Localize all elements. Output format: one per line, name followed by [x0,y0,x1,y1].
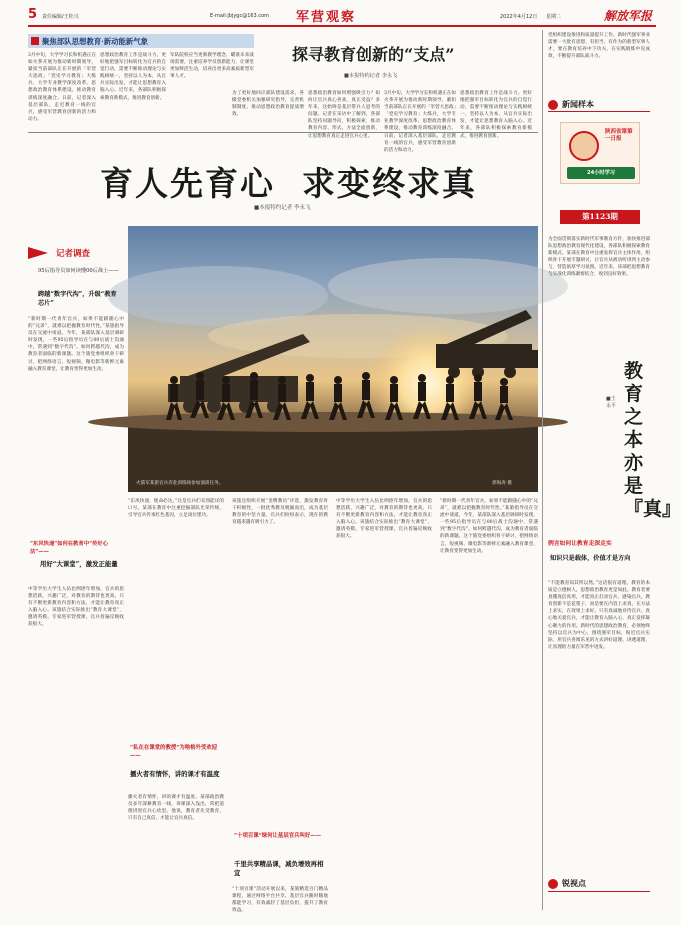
issue-number-bar [560,210,640,224]
top-article-byline: ■本报特约记者 李永飞 [344,73,398,79]
intro-text-left: 3月中旬，大学学习长和机遇正在如火荼开展为推动新时期领导，紧扣当前部队正在开展的「军营大思政」「党史学习教育」大练兵，大学专业教学深度改革、思想政治教育体系建设，推动教育训练深度融合。日前，记者深入基层部队，走近教育一线的官兵，感受军营教育创新的活力和动力。 [28,53,96,122]
reporter-lead: 95后指导员如何读懂00后战士—— [38,268,119,274]
study-badge-label: 24小时学习 [587,170,615,176]
top-article-col3: 3月中旬，大学学习长和机遇正在如火荼开展为推动新时期领导，紧扣当前部队正在开展的「军营大思政」「党史学习教育」大练兵，大学专业教学深度改革、思想政治教育体系建设，推动教育训练深度融合。日前，记者深入基层部队，走近教育一线的官兵，感受军营教育创新的活力和动力。 [384,91,456,153]
banner-section [28,34,254,48]
editorial-body: “不能教育知其所以然。”这话很有道理。教育的本质是立德树人，思想政治教育更是如此。教育者要真懂真信真用，才能真正打动官兵、感染官兵。教育创新不是花架子，而是要在内容上求真，在方法上求实，在效果上求好。只有真诚地对待官兵、真心地关爱官兵，才能让教育入脑入心，真正发挥凝心聚力的作用。新时代的思想政治教育，必须始终坚持以官兵为中心，围绕强军目标，贴近官兵实际，用官兵喜闻乐见的方式讲好道理、讲透道理，让真理的力量在军营中迸发。 [548,581,650,650]
page-header [28,6,656,26]
reporter-section-icon [28,247,48,259]
main-body-col-1: “东风快递，使命必达。”这是官兵们耳熟能详的口号。某部在教育中注重挖掘部队光荣传统，引导官兵传承红色基因，立足岗位建功。 [128,499,224,519]
editorial-subtitle: 知识只是载体，价值才是方向 [550,555,631,562]
reporter-section-label: 记者调查 [56,249,91,259]
top-article-col4: 思想政治教育工作是战斗力。更好地把强军目标转化为官兵的自觉行动，需要不断推动理论与实践相统一，坚持以人为本，从官兵实际出发，才能让思想教育入脑入心。近年来，各部队积极探索教育新模式，推进教育创新。 [460,91,532,139]
main-subtitle-5: 播火者有情怀，讲的课才有温度 [130,770,220,778]
editorial-lead: 例言如何让教育走深走实 [548,541,612,547]
main-body-col-1b: 播火者有情怀，讲的课才有温度。某部政治教员多年深耕教育一线，讲课深入浅出，常把道理讲进官兵心坎里。他说，教育者先受教育，只有自己真信，才能让官兵真信。 [128,795,224,822]
banner-marker [31,37,39,45]
bottom-section-icon [548,879,558,889]
section-title: 军营观察 [296,10,357,25]
reporter-body-2: 中等学历大学生入伍比例逐年增加，官兵的思想活跃，兴趣广泛，对教育的期待也更高。只有不断更新教育内容和方法，才能让教育真正入脑入心。该旅结合实际推出“教育大课堂”，邀请英模、专家进军营授课，官兵普遍反映收获很大。 [28,587,124,628]
reporter-section-header [28,246,124,260]
section-divider [28,132,538,133]
editorial-big-title: 教育之本亦是『真』 [624,360,681,520]
photo-credit: 郭海涛 摄 [492,481,512,486]
photo-scene [128,226,538,492]
main-body-col-3: 中等学历大学生入伍比例逐年增加，官兵的思想活跃，兴趣广泛，对教育的期待也更高。只有不断更新教育内容和方法，才能让教育真正入脑入心。该旅结合实际推出“教育大课堂”，邀请英模、专家进军营授课，官兵普遍反映收获很大。 [336,499,432,540]
editorial-author: ■王永平 [606,396,617,409]
email: E-mail:jbjygc@163.com [210,13,270,19]
editor-credit: 责任编辑/王牡兴 [42,14,79,20]
news-sample-header [548,98,650,112]
photo-caption: 火箭军某旅官兵奔赴训练场参加演训任务。 [136,481,224,486]
news-sample-icon [548,100,558,110]
news-sample-label: 新闻样本 [562,99,594,109]
bottom-section-header [548,876,650,892]
reporter-subtitle-3: 用好“大课堂”，激发正能量 [40,560,118,568]
main-subtitle-4: “私在在课堂的教授”为啥格外受欢迎—— [130,745,218,759]
top-article-col1: 为了更好地回应部队建设需求，各级党委机关加强研究指导，完善机制制度，推动思想政治教育提质增效。 [232,91,304,118]
training-photo [128,226,538,492]
news-sample-box-text: 陕西省第第一日报 [605,129,633,142]
main-body-col-4: “新时期一代青年官兵，如果不能跟随心中的“兄弟”，就难以把握教育时代性。”某旅指导员在交流中谈道。今年，某部队深入基层调研时发现，一些95后指导员在与00后战士沟通中，常遇到“数字代沟”。如何跨越代沟，成为教育者面临的新课题。这个旅党委组织骨干研讨，把网络语言、短视频、微电影等新鲜元素融入教育课堂，让教育变得更加生动。 [440,499,538,554]
sidebar-divider [542,30,543,910]
reporter-subtitle-2: “东风快递”如何在教育中“传好心法”—— [30,541,109,555]
news-sample-emblem [560,122,640,184]
main-subtitle-7: 千里共享精品课，减负增效再相宜 [234,860,324,877]
masthead-logo: 解放军报 [604,9,653,23]
emblem-icon [569,131,599,161]
main-body-col-2: 该旅还组织开展“金牌教员”评选，激发教育骨干积极性，一批优秀教员脱颖而出，成为基层教育的中坚力量。官兵们纷纷表示，现在的教育越来越有吸引力了。 [232,499,328,526]
main-headline: 育人先育心 求变终求真 [100,164,477,203]
reporter-subtitle-1: 跨越“数字代沟”，升级“教育芯片” [38,291,117,307]
main-byline: ■本报特约记者 李永飞 [254,205,311,211]
bottom-section-label: 锐视点 [562,878,586,888]
study-badge [567,167,635,179]
weekday: 星期二 [546,14,562,20]
main-subtitle-6: “十项百课”绿何让基层官兵叫好—— [234,833,322,839]
news-sample-body: 为全面贯彻落实新时代军事教育方针，加快推进部队思想政治教育现代化建设，各部队积极探索教育新模式。某部在教育中注重发挥官兵主体作用，组织骨干开展专题研讨，让官兵从被动听讲到主动参与，营造浓厚学习氛围。近年来，该部把思想教育与实战化训练紧密结合，收到良好效果。 [548,237,650,278]
date: 2022年4月12日 [500,14,538,20]
page-number: 5 [28,7,38,22]
top-article-title: 探寻教育创新的“支点” [292,45,455,64]
header-rule [28,25,656,27]
reporter-body-1: “新时期一代青年官兵，如果不能跟随心中的“兄弟”，就难以把握教育时代性。”某旅指导员在交流中谈道。今年，某部队深入基层调研时发现，一些95后指导员在与00后战士沟通中，常遇到“数字代沟”。如何跨越代沟，成为教育者面临的新课题。这个旅党委组织骨干研讨，把网络语言、短视频、微电影等新鲜元素融入教育课堂，让教育变得更加生动。 [28,317,124,372]
top-article-col2: 思想政治教育如何增强吸引力？如何让官兵真心喜欢、真正受益？多年来，这始终是基层带兵人思考的问题。记者在采访中了解到，各部队坚持问题导向，积极探索，推动教育内容、形式、方法全面创新，让思想教育真正走进官兵心里。 [308,91,380,139]
intro-text-right1: 军队院校应当更新教学理念，瞄准未来战场需要，注重培养学员创新能力，让课堂更加鲜活生动，培养出更多高素质新型军事人才。 [170,53,254,80]
issue-number-label: 第1123期 [582,212,618,221]
banner-label: 聚焦部队思想教育·新动能新气象 [42,37,149,46]
intro-text-mid: 思想政治教育工作是战斗力。更好地把强军目标转化为官兵的自觉行动，需要不断推动理论与实践相统一，坚持以人为本，从官兵实际出发，才能让思想教育入脑入心。近年来，各部队积极探索教育新模式，推进教育创新。 [100,53,166,101]
sidebar-top-text: 党组织建设推进和质量提升工作。新时代强军事业需要一大批有思想、有担当、有作为的新型军事人才，要在教育培养中下功夫，在实践锻炼中见成效，不断提升部队战斗力。 [548,33,650,60]
main-body-col-2b: “十项百课”活动开展以来，某旅精选百门精品课程，通过网络平台共享，基层官兵随时随地都能学习，有效减轻了基层负担，提升了教育效益。 [232,887,328,914]
